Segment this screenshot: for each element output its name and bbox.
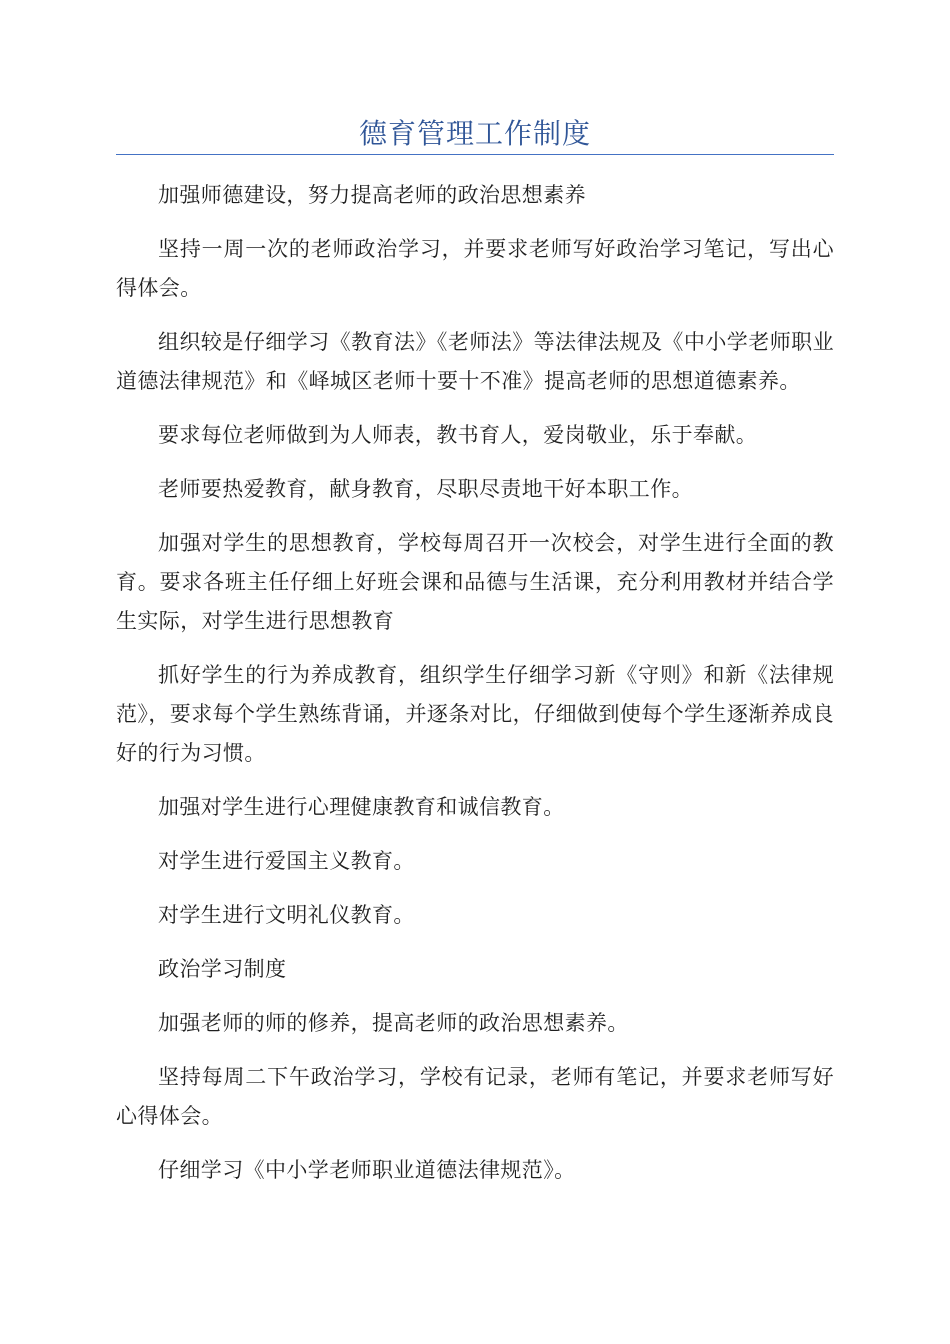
paragraph: 加强师德建设，努力提高老师的政治思想素养 xyxy=(158,183,586,207)
paragraph: 组织较是仔细学习《教育法》《老师法》等法律法规及《中小学老师职业道德法律规范》和《峄城区老师十要十不准》提高老师的思想道德素养。 xyxy=(116,330,834,393)
document-title: 德育管理工作制度 xyxy=(358,117,591,150)
paragraph: 抓好学生的行为养成教育，组织学生仔细学习新《守则》和新《法律规范》，要求每个学生熟练背诵，并逐条对比，仔细做到使每个学生逐渐养成良好的行为习惯。 xyxy=(116,663,834,765)
title-underline xyxy=(116,154,834,155)
paragraph: 加强对学生进行心理健康教育和诚信教育。 xyxy=(158,795,565,819)
paragraph: 对学生进行文明礼仪教育。 xyxy=(158,903,415,927)
paragraph: 坚持一周一次的老师政治学习，并要求老师写好政治学习笔记，写出心得体会。 xyxy=(116,237,834,300)
document-body xyxy=(116,176,834,1205)
paragraph: 坚持每周二下午政治学习，学校有记录，老师有笔记，并要求老师写好心得体会。 xyxy=(116,1065,834,1128)
paragraph: 加强老师的师的修养，提高老师的政治思想素养。 xyxy=(158,1011,629,1035)
paragraph: 加强对学生的思想教育，学校每周召开一次校会，对学生进行全面的教育。要求各班主任仔细上好班会课和品德与生活课，充分利用教材并结合学生实际，对学生进行思想教育 xyxy=(116,531,834,633)
paragraph: 老师要热爱教育，献身教育，尽职尽责地干好本职工作。 xyxy=(158,477,693,501)
paragraph: 要求每位老师做到为人师表，教书育人，爱岗敬业，乐于奉献。 xyxy=(158,423,758,447)
paragraph: 对学生进行爱国主义教育。 xyxy=(158,849,415,873)
paragraph: 仔细学习《中小学老师职业道德法律规范》。 xyxy=(158,1158,576,1182)
section-heading: 政治学习制度 xyxy=(158,957,287,981)
